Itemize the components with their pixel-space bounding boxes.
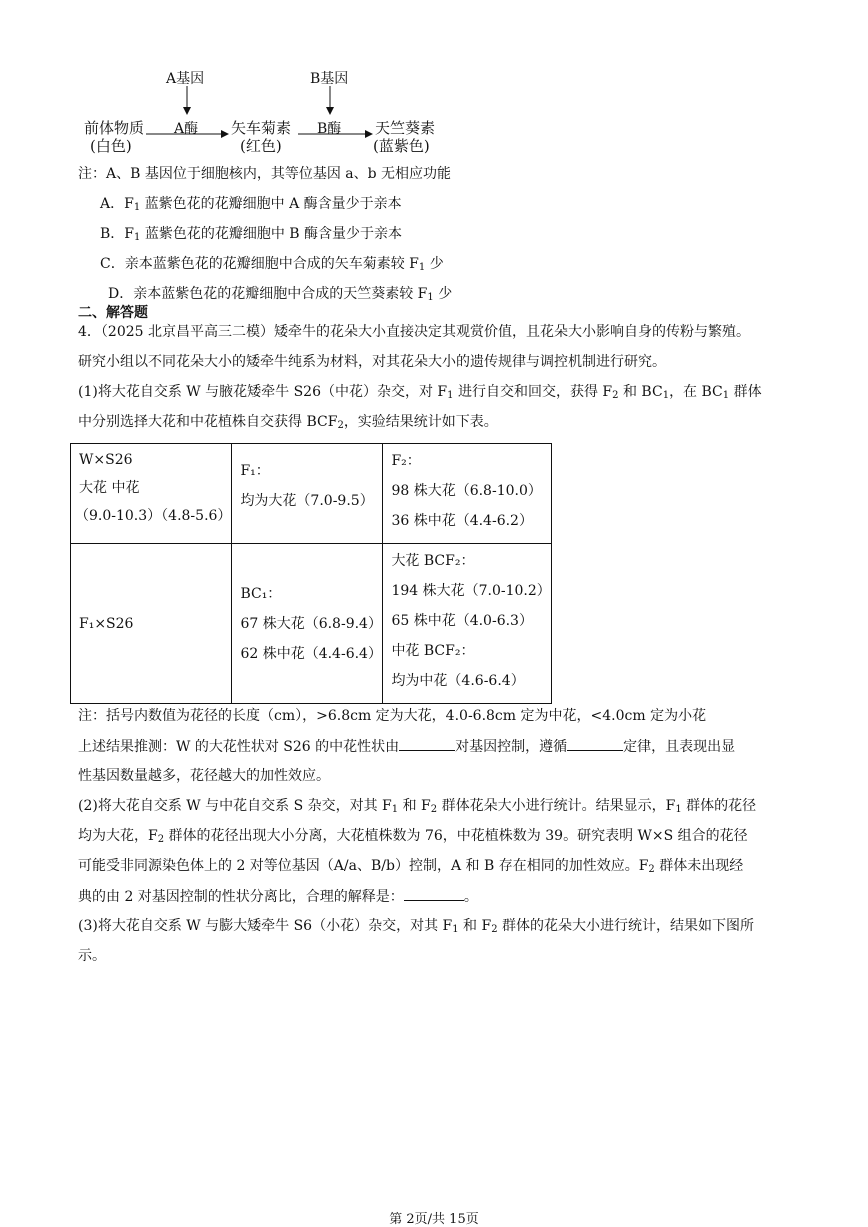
table-cell: 大花 BCF₂： 194 株大花（7.0-10.2） 65 株中花（4.0-6.3） 中花 BCF₂： 均为中花（4.6-6.4） (383, 544, 551, 704)
table-cell: F₁×S26 (71, 544, 232, 704)
results-table (70, 443, 552, 704)
table-cell: BC₁： 67 株大花（6.8-9.4） 62 株中花（4.4-6.4） (232, 544, 383, 704)
intermediate-color: (红色) (240, 137, 282, 155)
table-row (71, 444, 552, 544)
part2-line4: 典的由 2 对基因控制的性状分离比，合理的解释是： 。 (78, 886, 478, 907)
question-intro-2: 研究小组以不同花朵大小的矮牵牛纯系为材料，对其花朵大小的遗传规律与调控机制进行研究。 (78, 354, 666, 370)
substrate-label: 前体物质 (84, 119, 145, 137)
substrate-color: (白色) (90, 137, 132, 155)
product-color: (蓝紫色) (373, 137, 430, 155)
inference-line2: 性基因数量越多，花径越大的加性效应。 (78, 768, 330, 784)
inference-line1: 上述结果推测：W 的大花性状对 S26 的中花性状由 对基因控制，遵循 定律，且表现出显 (78, 736, 735, 757)
gene-a-label: A基因 (166, 71, 205, 87)
table-row (71, 544, 552, 704)
product-label: 天竺葵素 (375, 119, 436, 137)
answer-blank[interactable] (399, 736, 455, 751)
part2-line3: 可能受非同源染色体上的 2 对等位基因（A/a、B/b）控制，A 和 B 存在相同的加性效应。$F_2$ 群体未出现经 (78, 858, 744, 875)
question-intro-1: 4．（2025 北京昌平高三二模）矮牵牛的花朵大小直接决定其观赏价值，且花朵大小影响自身的传粉与繁殖。 (78, 324, 750, 340)
part1-line2: 中分别选择大花和中花植株自交获得 $BCF_2$，实验结果统计如下表。 (78, 414, 498, 431)
part2-line2: 均为大花，$F_2$ 群体的花径出现大小分离，大花植株数为 76，中花植株数为 39。研究表明 W×S 组合的花径 (78, 828, 748, 845)
table-cell: F₂： 98 株大花（6.8-10.0） 36 株中花（4.4-6.2） (383, 444, 551, 544)
answer-blank[interactable] (567, 736, 623, 751)
page-footer: 第 2页/共 15页 (389, 1212, 479, 1227)
enzyme-a-label: A酶 (174, 121, 199, 137)
part2-line1: (2)将大花自交系 W 与中花自交系 S 杂交，对其 $F_1$ 和 $F_2$ 群体花朵大小进行统计。结果显示，$F_1$ 群体的花径 (78, 798, 757, 815)
table-cell: W×S26 大花 中花 （9.0-10.3）（4.8-5.6） (71, 444, 232, 544)
part3-line1: (3)将大花自交系 W 与膨大矮牵牛 S6（小花）杂交，对其 $F_1$ 和 $F_2$ 群体的花朵大小进行统计，结果如下图所 (78, 918, 755, 935)
answer-blank[interactable] (404, 886, 464, 901)
table-note: 注：括号内数值为花径的长度（cm），>6.8cm 定为大花，4.0-6.8cm 定为中花，<4.0cm 定为小花 (78, 708, 707, 724)
option-c[interactable]: C．亲本蓝紫色花的花瓣细胞中合成的矢车菊素较 $F_1$ 少 (100, 256, 444, 273)
intermediate-label: 矢车菊素 (231, 119, 292, 137)
option-b[interactable]: B．$F_1$ 蓝紫色花的花瓣细胞中 B 酶含量少于亲本 (100, 226, 403, 243)
option-a[interactable]: A．$F_1$ 蓝紫色花的花瓣细胞中 A 酶含量少于亲本 (100, 196, 402, 213)
gene-b-label: B基因 (310, 71, 349, 87)
table-cell: F₁： 均为大花（7.0-9.5） (232, 444, 383, 544)
part1-line1: (1)将大花自交系 W 与腋花矮牵牛 S26（中花）杂交，对 $F_1$ 进行自交和回交，获得 $F_2$ 和 $BC_1$，在 $BC_1$ 群体 (78, 384, 762, 401)
option-d[interactable]: D．亲本蓝紫色花的花瓣细胞中合成的天竺葵素较 $F_1$ 少 (108, 286, 453, 303)
section-title: 二、解答题 (78, 305, 148, 321)
enzyme-b-label: B酶 (317, 121, 342, 137)
part3-line2: 示。 (78, 948, 106, 964)
diagram-note: 注：A、B 基因位于细胞核内，其等位基因 a、b 无相应功能 (78, 166, 452, 182)
